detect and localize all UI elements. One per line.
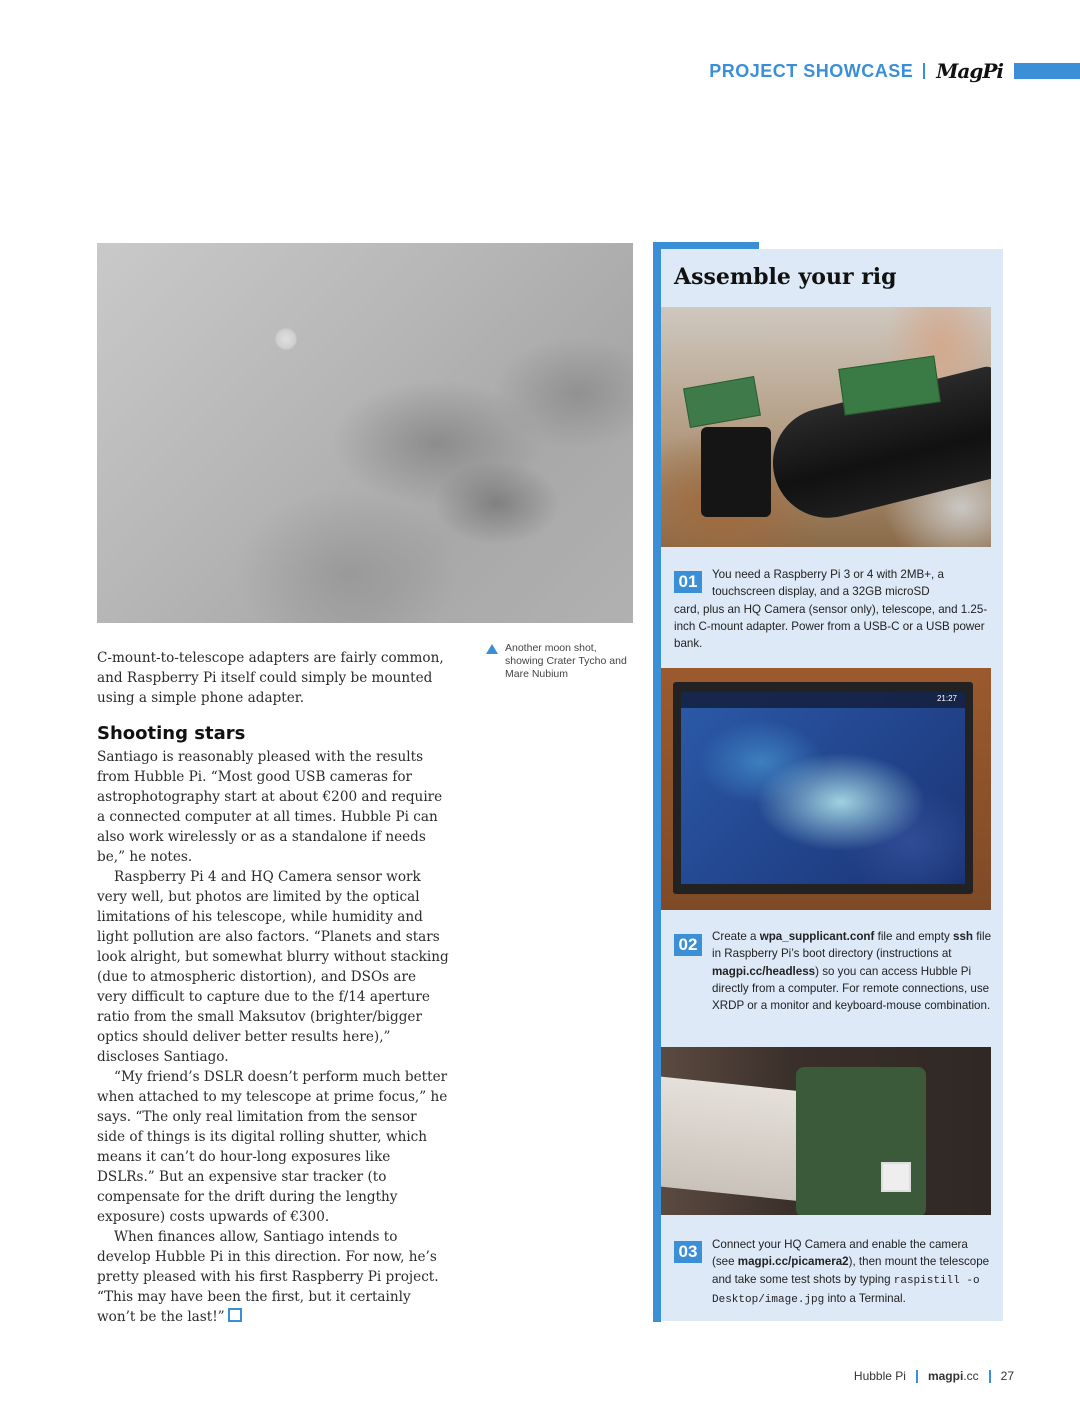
subheading: Shooting stars	[97, 723, 246, 744]
step-2-t2: file and empty	[874, 930, 953, 943]
sidebar-top-accent	[653, 242, 759, 249]
step-2-link: magpi.cc/headless	[712, 964, 816, 978]
hq-camera-photo	[661, 1047, 991, 1215]
paragraph-4-text: When finances allow, Santiago intends to develop Hubble Pi in this direction. For now, he’s pretty pleased with his first Raspberry Pi project. “This may have been the first, but it certainly won’t be the last!”	[97, 1229, 439, 1325]
section-label: PROJECT SHOWCASE	[709, 60, 914, 81]
desktop-taskbar	[681, 692, 965, 708]
camera-board	[683, 376, 761, 428]
moon-limb-shadow	[97, 243, 633, 623]
paragraph-3: “My friend’s DSLR doesn’t perform much better when attached to my telescope at prime focus,” he says. “The only real limitation from the sensor side of things is its digital rolling shutter, which means it can’t do hour-long exposures like DSLRs.” But an expensive star tracker (to compensate for the drift during the lengthy exposure) costs upwards of €300.	[97, 1069, 448, 1225]
moon-photo	[97, 243, 633, 623]
step-2-file-1: wpa_supplicant.conf	[759, 930, 875, 943]
caption-triangle-icon	[486, 644, 498, 654]
step-2-t3: file in Raspberry Pi’s boot directory (instructions at	[712, 930, 992, 961]
touchscreen-photo	[661, 668, 991, 910]
step-2-number: 02	[674, 934, 702, 956]
page-number: 27	[1000, 1369, 1014, 1383]
sidebar-title: Assemble your rig	[674, 264, 897, 290]
paragraph-2: Raspberry Pi 4 and HQ Camera sensor work very well, but photos are limited by the optical limitations of his telescope, while humidity and light pollution are also factors. “Planets and stars look alright, but somewhat blurry without stacking (due to atmospheric distortion), and DSOs are very difficult to capture due to the f/14 aperture ratio from the small Maksutov (brighter/bigger optics should deliver better results here),” discloses Santiago.	[97, 869, 449, 1065]
step-3-t3: into a Terminal.	[824, 1291, 906, 1305]
step-1-number: 01	[674, 571, 702, 593]
step-2-t1: Create a	[712, 930, 760, 943]
step-1-text	[674, 566, 992, 652]
eyepiece	[701, 427, 771, 517]
photo-caption	[486, 642, 636, 681]
intro-text: C-mount-to-telescope adapters are fairly common, and Raspberry Pi itself could simply be mounted using a simple phone adapter.	[97, 650, 444, 706]
step-3-command: raspistill -o Desktop/image.jpg	[712, 1274, 980, 1306]
caption-text: Another moon shot, showing Crater Tycho and Mare Nubium	[505, 642, 627, 680]
step-1-rest-full: card, plus an HQ Camera (sensor only), telescope, and 1.25-inch C-mount adapter. Power from a USB-C or a USB power bank.	[674, 602, 988, 651]
step-3-t2: ), then mount the telescope and take some test shots by typing	[712, 1255, 990, 1286]
step-2-t4: ) so you can access Hubble Pi directly from a computer. For remote connections, use XRDP or a monitor and keyboard-mouse combination.	[712, 964, 991, 1013]
page-footer	[854, 1369, 1014, 1383]
step-2-text	[674, 928, 992, 1014]
paragraph-4	[97, 1227, 449, 1327]
footer-site-tld: .cc	[963, 1369, 979, 1383]
paragraph-1: Santiago is reasonably pleased with the results from Hubble Pi. “Most good USB cameras for astrophotography start at about €200 and require a connected computer at all times. Hubble Pi can also work wirelessly or as a standalone if needs be,” he notes.	[97, 749, 443, 865]
sidebar-left-accent	[653, 242, 661, 1322]
step-2-file-2: ssh	[953, 930, 973, 943]
step-3-paragraph	[674, 1236, 992, 1309]
page-header	[709, 58, 1080, 84]
step-3-link: magpi.cc/picamera2	[737, 1255, 849, 1269]
hq-camera-board	[796, 1067, 926, 1215]
step-1-first-line: You need a Raspberry Pi 3 or 4 with 2MB+, a	[712, 568, 944, 581]
touchscreen-frame	[673, 682, 973, 894]
footer-divider-1	[916, 1370, 918, 1383]
crater-tycho	[275, 328, 297, 350]
footer-article: Hubble Pi	[853, 1369, 906, 1383]
end-mark-icon	[228, 1308, 242, 1322]
magazine-logo: MagPi	[936, 59, 1003, 83]
intro-paragraph	[97, 648, 449, 708]
footer-site	[928, 1369, 979, 1383]
rig-photo	[661, 307, 991, 547]
taskbar-clock: 21:27	[936, 694, 957, 703]
step-1-rest	[674, 583, 992, 652]
step-1-rest-indented: touchscreen display, and a 32GB microSD	[712, 585, 930, 599]
article-body	[97, 747, 449, 1327]
desktop-screen	[681, 692, 965, 884]
header-accent-bar	[1014, 63, 1080, 79]
step-3-t1: Connect your HQ Camera and enable the camera (see	[712, 1238, 968, 1269]
footer-site-name: magpi	[927, 1369, 964, 1383]
header-divider	[923, 63, 925, 79]
step-2-paragraph	[674, 928, 992, 1014]
footer-divider-2	[989, 1370, 991, 1383]
qr-code	[881, 1162, 911, 1192]
step-3-number: 03	[674, 1241, 702, 1263]
step-3-text	[674, 1236, 992, 1309]
